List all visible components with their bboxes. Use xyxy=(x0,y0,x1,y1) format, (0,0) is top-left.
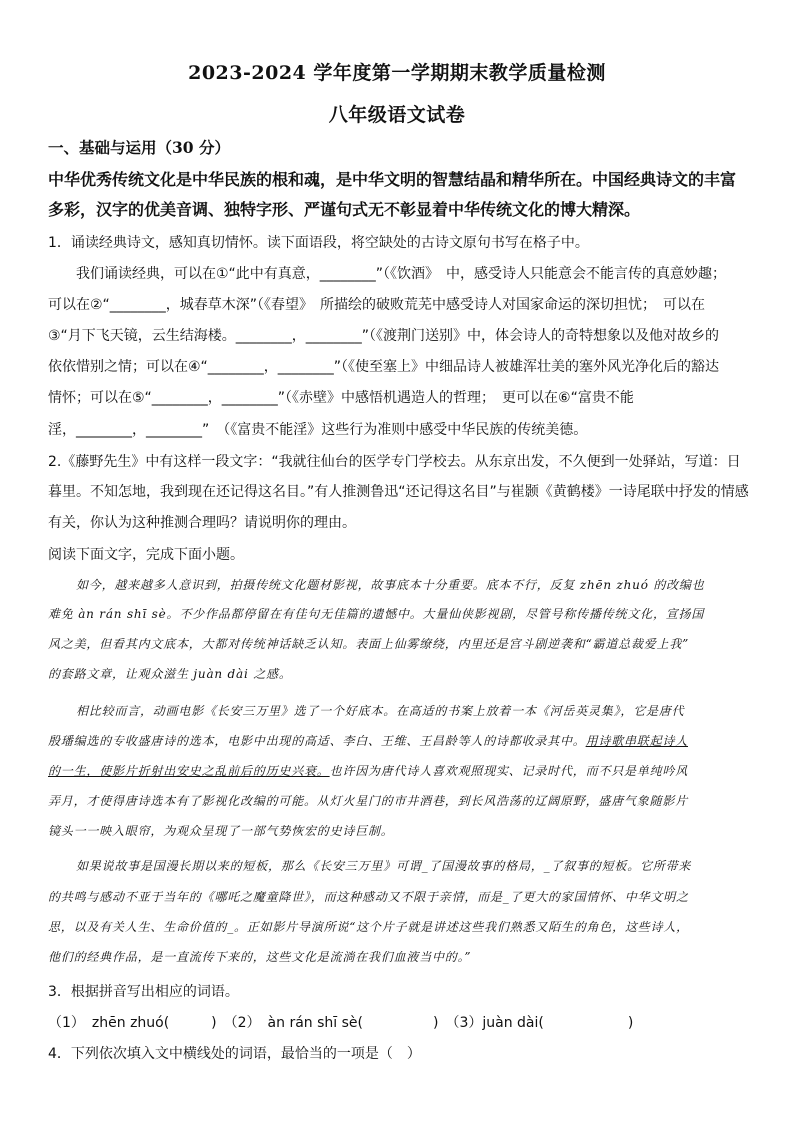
passage-p2-line-5: 镜头一一映入眼帘，为观众呈现了一部气势恢宏的史诗巨制。 xyxy=(48,824,394,838)
section-heading: 一、基础与运用（30 分） xyxy=(48,138,230,157)
question-3-stem: 3．根据拼音写出相应的词语。 xyxy=(48,984,239,1000)
passage-p3-line-1: 如果说故事是国漫长期以来的短板，那么《长安三万里》可谓_了国漫故事的格局，_了叙事的短板。它所带来 xyxy=(76,859,692,873)
passage-p3-line-4: 他们的经典作品，是一直流传下来的，这些文化是流淌在我们血液当中的。” xyxy=(48,950,472,964)
reading-prompt: 阅读下面文字，完成下面小题。 xyxy=(48,547,244,563)
question-3-items: （1） zhēn zhuó( ) （2） àn rán shī sè( ) （3）juàn dài( ) xyxy=(48,1015,634,1031)
section-intro-line-1: 中华优秀传统文化是中华民族的根和魂，是中华文明的智慧结晶和精华所在。中国经典诗文的丰富 xyxy=(48,170,737,189)
passage-p1-line-1: 如今，越来越多人意识到，拍摄传统文化题材影视，故事底本十分重要。底本不行，反复 zhēn zhuó 的改编也 xyxy=(76,578,705,592)
passage-p3-line-2: 的共鸣与感动不亚于当年的《哪吒之魔童降世》，而这种感动又不限于亲情，而是_了更大的家国情怀、中华文明之 xyxy=(48,890,689,904)
exam-subtitle: 八年级语文试卷 xyxy=(328,104,466,126)
question-2-line-3: 有关，你认为这种推测合理吗？请说明你的理由。 xyxy=(48,515,356,531)
passage-p2-line-1: 相比较而言，动画电影《长安三万里》选了一个好底本。在高适的书案上放着一本《河岳英灵集》，它是唐代 xyxy=(76,704,685,718)
passage-p2-line-2 xyxy=(48,732,750,750)
question-1-line-4: 依依惜别之情；可以在④“________，________”（《使至塞上》中细品诗人被雄浑壮美的塞外风光净化后的豁达 xyxy=(48,359,720,375)
passage-p2-text-cont: 也许因为唐代诗人喜欢观照现实、记录时代，而不只是单纯吟风 xyxy=(329,764,689,778)
underlined-sentence-part-1: 用诗歌串联起诗人 xyxy=(585,734,689,748)
question-1-line-6: 淫，________，________” （《富贵不能淫》这些行为准则中感受中华民族的传统美德。 xyxy=(48,422,588,438)
question-2-line-1: 2.《藤野先生》中有这样一段文字：“我就往仙台的医学专门学校去。从东京出发，不久便到一处驿站，写道：日 xyxy=(48,454,741,470)
question-1-line-3: ③“月下飞天镜，云生结海楼。________，________”（《渡荆门送别》中，体会诗人的奇特想象以及他对故乡的 xyxy=(48,328,720,344)
question-1-stem: 1．诵读经典诗文，感知真切情怀。读下面语段，将空缺处的古诗文原句书写在格子中。 xyxy=(48,235,589,251)
question-1-line-5: 情怀；可以在⑤“________，________”（《赤壁》中感悟机遇造人的哲理； 更可以在⑥“富贵不能 xyxy=(48,390,634,406)
exam-title: 2023-2024 学年度第一学期期末教学质量检测 xyxy=(188,62,606,84)
passage-p1-line-4: 的套路文章，让观众滋生 juàn dài 之感。 xyxy=(48,667,292,681)
question-4-stem: 4．下列依次填入文中横线处的词语，最恰当的一项是（ ） xyxy=(48,1046,421,1062)
passage-p3-line-3: 思，以及有关人生、生命价值的_。正如影片导演所说“这个片子就是讲述这些我们熟悉又陌生的角色，这些诗人， xyxy=(48,920,689,934)
section-intro-line-2: 多彩，汉字的优美音调、独特字形、严谨句式无不彰显着中华传统文化的博大精深。 xyxy=(48,200,641,219)
passage-p1-line-2: 难免 àn rán shī sè。不少作品都停留在有佳句无佳篇的遗憾中。大量仙侠影视剧，尽管号称传播传统文化，宣扬国 xyxy=(48,607,705,621)
question-1-line-1: 我们诵读经典，可以在①“此中有真意，________”（《饮酒》 中，感受诗人只能意会不能言传的真意妙趣； xyxy=(76,266,727,282)
passage-p1-line-3: 风之美，但看其内文底本，大都对传统神话缺乏认知。表面上仙雾缭绕，内里还是宫斗剧逆袭和“霸道总裁爱上我” xyxy=(48,637,690,651)
underlined-sentence-part-2: 的一生，使影片折射出安史之乱前后的历史兴衰。 xyxy=(48,764,330,778)
question-2-line-2: 暮里。不知怎地，我到现在还记得这名目。”有人推测鲁迅“还记得这名目”与崔颢《黄鹤楼》一诗尾联中抒发的情感 xyxy=(48,484,749,500)
question-1-line-2: 可以在②“________，城春草木深”（《春望》 所描绘的破败荒芜中感受诗人对国家命运的深切担忧； 可以在 xyxy=(48,297,706,313)
passage-p2-line-4: 弄月，才使得唐诗选本有了影视化改编的可能。从灯火星门的市井酒巷，到长风浩荡的辽阔原野，盛唐气象随影片 xyxy=(48,794,689,808)
passage-p2-text: 殷璠编选的专收盛唐诗的选本，电影中出现的高适、李白、王维、王昌龄等人的诗都收录其中。 xyxy=(48,734,586,748)
passage-p2-line-3 xyxy=(48,762,750,780)
